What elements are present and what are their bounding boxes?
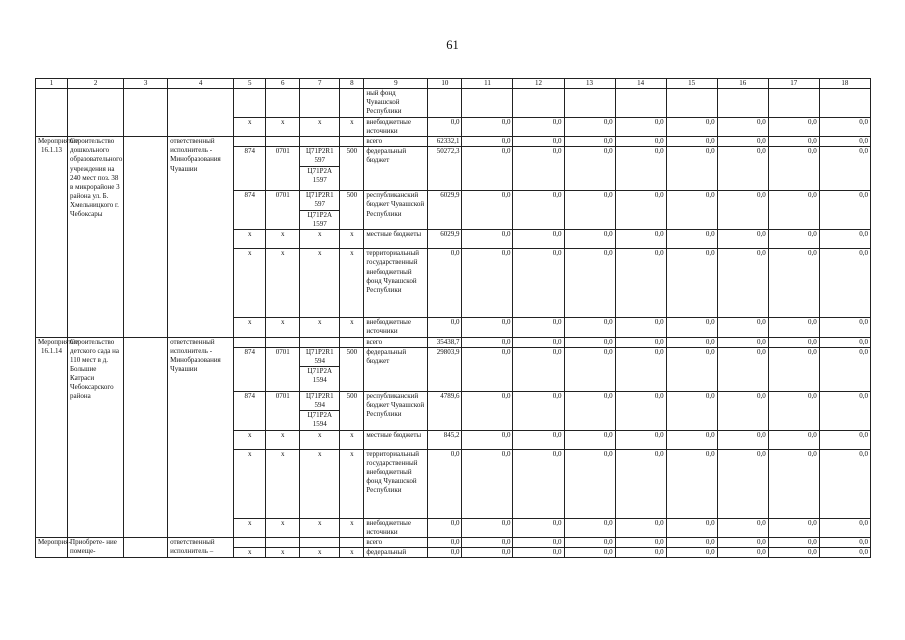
source-label-cell: местные бюджеты	[364, 230, 428, 249]
year-value-cell: 0,0	[819, 249, 870, 318]
year-value-cell: 0,0	[462, 547, 513, 557]
total-value-cell: 62332,1	[428, 137, 462, 147]
kcsr-code: Ц71Р2R1 597	[305, 147, 334, 165]
code-cell: х	[234, 118, 266, 137]
year-value-cell: 0,0	[768, 537, 819, 547]
source-label-cell: внебюджетные источники	[364, 518, 428, 537]
goal-cell	[124, 137, 168, 337]
year-value-cell: 0,0	[819, 147, 870, 191]
year-value-cell: 0,0	[615, 537, 666, 547]
total-value-cell: 35438,7	[428, 337, 462, 347]
year-value-cell: 0,0	[819, 430, 870, 449]
total-value-cell: 29803,9	[428, 347, 462, 391]
code-cell: х	[266, 547, 300, 557]
code-cell: х	[266, 118, 300, 137]
column-header-4: 4	[168, 79, 234, 89]
event-name-cell: Строительство дошкольного образовательного учреждения на 240 мест поз. 38 в микрорайоне 3 района ул. Б. Хмельницкого г. Чебоксары	[68, 137, 124, 337]
column-header-18: 18	[819, 79, 870, 89]
year-value-cell: 0,0	[462, 430, 513, 449]
column-header-15: 15	[666, 79, 717, 89]
column-header-1: 1	[36, 79, 68, 89]
source-label-cell: внебюджетные источники	[364, 318, 428, 337]
kcsr-code: Ц71Р2R1 594	[305, 347, 334, 365]
code-cell: х	[340, 249, 364, 318]
goal-cell	[124, 337, 168, 537]
year-value-cell: 0,0	[717, 318, 768, 337]
year-value-cell: 0,0	[768, 118, 819, 137]
year-value-cell: 0,0	[819, 137, 870, 147]
event-code-cell	[36, 89, 68, 137]
source-label-cell: внебюджетные источники	[364, 118, 428, 137]
year-value-cell: 0,0	[513, 337, 564, 347]
code-cell: х	[266, 449, 300, 518]
rzpr-cell: 0701	[266, 147, 300, 191]
column-header-3: 3	[124, 79, 168, 89]
year-value-cell: 0,0	[819, 518, 870, 537]
year-value-cell: 0,0	[615, 518, 666, 537]
year-value-cell: 0,0	[513, 118, 564, 137]
year-value-cell: 0,0	[717, 430, 768, 449]
year-value-cell: 0,0	[666, 337, 717, 347]
year-value-cell: 0,0	[717, 547, 768, 557]
year-value-cell: 0,0	[819, 449, 870, 518]
year-value-cell: 0,0	[513, 147, 564, 191]
year-value-cell: 0,0	[462, 518, 513, 537]
year-value-cell: 0,0	[768, 137, 819, 147]
year-value-cell: 0,0	[717, 347, 768, 391]
year-value-cell: 0,0	[513, 537, 564, 547]
year-value-cell: 0,0	[513, 318, 564, 337]
goal-cell	[124, 89, 168, 137]
code-cell: х	[340, 118, 364, 137]
year-value-cell: 0,0	[462, 449, 513, 518]
year-value-cell: 0,0	[717, 137, 768, 147]
year-value-cell: 0,0	[462, 347, 513, 391]
code-cell: х	[340, 430, 364, 449]
kcsr-cell	[300, 191, 340, 230]
code-cell: х	[340, 518, 364, 537]
kcsr-code: Ц71Р2R1 594	[305, 391, 334, 409]
year-value-cell: 0,0	[564, 391, 615, 430]
total-value-cell: 0,0	[428, 518, 462, 537]
source-label-cell: территориальный государственный внебюджетный фонд Чувашской Республики	[364, 249, 428, 318]
year-value-cell: 0,0	[819, 337, 870, 347]
total-value-cell: 0,0	[428, 537, 462, 547]
column-header-6: 6	[266, 79, 300, 89]
year-value-cell: 0,0	[768, 449, 819, 518]
year-value-cell: 0,0	[564, 537, 615, 547]
year-value-cell: 0,0	[666, 318, 717, 337]
value-cell	[717, 89, 768, 118]
column-header-8: 8	[340, 79, 364, 89]
code-cell	[266, 89, 300, 118]
column-header-9: 9	[364, 79, 428, 89]
year-value-cell: 0,0	[462, 118, 513, 137]
event-code-cell: Мероприятие 16.1.13	[36, 137, 68, 337]
column-header-13: 13	[564, 79, 615, 89]
column-number-row	[36, 79, 871, 89]
year-value-cell: 0,0	[819, 191, 870, 230]
year-value-cell: 0,0	[717, 249, 768, 318]
kcsr-code: Ц71Р2А 1594	[300, 366, 339, 385]
total-value-cell: 0,0	[428, 118, 462, 137]
kcsr-cell	[300, 147, 340, 191]
total-value-cell: 0,0	[428, 449, 462, 518]
year-value-cell: 0,0	[768, 191, 819, 230]
year-value-cell: 0,0	[615, 547, 666, 557]
year-value-cell: 0,0	[615, 249, 666, 318]
year-value-cell: 0,0	[768, 391, 819, 430]
year-value-cell: 0,0	[615, 391, 666, 430]
code-cell	[300, 89, 340, 118]
code-cell	[300, 537, 340, 547]
year-value-cell: 0,0	[513, 391, 564, 430]
value-cell	[768, 89, 819, 118]
code-cell: х	[340, 230, 364, 249]
value-cell	[819, 89, 870, 118]
column-header-16: 16	[717, 79, 768, 89]
year-value-cell: 0,0	[666, 537, 717, 547]
code-cell	[234, 337, 266, 347]
table-row	[36, 137, 871, 147]
code-cell: х	[300, 249, 340, 318]
rzpr-cell: 0701	[266, 191, 300, 230]
rzpr-cell: 0701	[266, 391, 300, 430]
year-value-cell: 0,0	[462, 137, 513, 147]
grbs-cell: 874	[234, 147, 266, 191]
year-value-cell: 0,0	[666, 391, 717, 430]
total-value-cell: 4789,6	[428, 391, 462, 430]
code-cell: х	[340, 547, 364, 557]
year-value-cell: 0,0	[819, 537, 870, 547]
code-cell	[340, 337, 364, 347]
source-label-cell: ный фонд Чувашской Республики	[364, 89, 428, 118]
code-cell	[300, 337, 340, 347]
code-cell	[340, 89, 364, 118]
year-value-cell: 0,0	[564, 137, 615, 147]
year-value-cell: 0,0	[564, 518, 615, 537]
year-value-cell: 0,0	[513, 347, 564, 391]
year-value-cell: 0,0	[513, 191, 564, 230]
year-value-cell: 0,0	[666, 449, 717, 518]
executor-cell: ответственный исполнитель - Минобразования Чувашии	[168, 137, 234, 337]
total-value-cell: 6029,9	[428, 191, 462, 230]
value-cell	[564, 89, 615, 118]
year-value-cell: 0,0	[717, 537, 768, 547]
code-cell	[266, 537, 300, 547]
year-value-cell: 0,0	[666, 518, 717, 537]
page-number: 61	[446, 38, 459, 52]
total-value-cell: 0,0	[428, 547, 462, 557]
kcsr-code: Ц71Р2R1 597	[305, 191, 334, 209]
year-value-cell: 0,0	[819, 391, 870, 430]
code-cell: х	[234, 518, 266, 537]
year-value-cell: 0,0	[462, 249, 513, 318]
value-cell	[615, 89, 666, 118]
year-value-cell: 0,0	[564, 347, 615, 391]
year-value-cell: 0,0	[513, 518, 564, 537]
year-value-cell: 0,0	[564, 191, 615, 230]
executor-cell: ответственный исполнитель –	[168, 537, 234, 557]
source-label-cell: федеральный бюджет	[364, 147, 428, 191]
year-value-cell: 0,0	[666, 230, 717, 249]
code-cell: х	[340, 318, 364, 337]
code-cell	[300, 137, 340, 147]
year-value-cell: 0,0	[615, 118, 666, 137]
year-value-cell: 0,0	[564, 249, 615, 318]
year-value-cell: 0,0	[513, 449, 564, 518]
source-label-cell: республиканский бюджет Чувашской Республики	[364, 391, 428, 430]
column-header-12: 12	[513, 79, 564, 89]
year-value-cell: 0,0	[819, 318, 870, 337]
code-cell	[340, 137, 364, 147]
kcsr-code: Ц71Р2А 1597	[300, 166, 339, 185]
year-value-cell: 0,0	[666, 547, 717, 557]
column-header-17: 17	[768, 79, 819, 89]
column-header-5: 5	[234, 79, 266, 89]
code-cell: х	[300, 118, 340, 137]
year-value-cell: 0,0	[768, 249, 819, 318]
year-value-cell: 0,0	[717, 449, 768, 518]
event-code-cell: Мероприя-	[36, 537, 68, 557]
kcsr-code: Ц71Р2А 1594	[300, 410, 339, 429]
year-value-cell: 0,0	[666, 347, 717, 391]
year-value-cell: 0,0	[513, 547, 564, 557]
year-value-cell: 0,0	[717, 337, 768, 347]
year-value-cell: 0,0	[462, 191, 513, 230]
year-value-cell: 0,0	[717, 518, 768, 537]
code-cell	[234, 537, 266, 547]
rzpr-cell: 0701	[266, 347, 300, 391]
year-value-cell: 0,0	[615, 137, 666, 147]
code-cell: х	[266, 518, 300, 537]
code-cell: х	[300, 430, 340, 449]
code-cell	[266, 337, 300, 347]
column-header-2: 2	[68, 79, 124, 89]
source-label-cell: всего	[364, 337, 428, 347]
year-value-cell: 0,0	[513, 249, 564, 318]
column-header-14: 14	[615, 79, 666, 89]
code-cell: х	[234, 547, 266, 557]
source-label-cell: территориальный государственный внебюджетный фонд Чувашской Республики	[364, 449, 428, 518]
year-value-cell: 0,0	[717, 118, 768, 137]
year-value-cell: 0,0	[666, 118, 717, 137]
code-cell: х	[300, 449, 340, 518]
year-value-cell: 0,0	[666, 249, 717, 318]
code-cell: х	[234, 318, 266, 337]
code-cell: х	[234, 430, 266, 449]
year-value-cell: 0,0	[564, 430, 615, 449]
year-value-cell: 0,0	[564, 337, 615, 347]
code-cell: х	[266, 249, 300, 318]
year-value-cell: 0,0	[819, 230, 870, 249]
code-cell: х	[266, 430, 300, 449]
source-label-cell: всего	[364, 137, 428, 147]
year-value-cell: 0,0	[666, 147, 717, 191]
year-value-cell: 0,0	[462, 337, 513, 347]
executor-cell	[168, 89, 234, 137]
year-value-cell: 0,0	[564, 318, 615, 337]
vr-cell: 500	[340, 191, 364, 230]
year-value-cell: 0,0	[564, 230, 615, 249]
year-value-cell: 0,0	[717, 230, 768, 249]
kcsr-code: Ц71Р2А 1597	[300, 210, 339, 229]
goal-cell	[124, 537, 168, 557]
year-value-cell: 0,0	[513, 430, 564, 449]
year-value-cell: 0,0	[666, 430, 717, 449]
year-value-cell: 0,0	[615, 337, 666, 347]
table-row	[36, 337, 871, 347]
year-value-cell: 0,0	[768, 337, 819, 347]
year-value-cell: 0,0	[615, 230, 666, 249]
event-name-cell: Приобрете- ние помеще-	[68, 537, 124, 557]
kcsr-cell	[300, 347, 340, 391]
code-cell: х	[234, 230, 266, 249]
year-value-cell: 0,0	[768, 318, 819, 337]
code-cell	[266, 137, 300, 147]
year-value-cell: 0,0	[513, 137, 564, 147]
code-cell: х	[300, 318, 340, 337]
column-header-7: 7	[300, 79, 340, 89]
code-cell: х	[234, 249, 266, 318]
year-value-cell: 0,0	[819, 347, 870, 391]
year-value-cell: 0,0	[615, 430, 666, 449]
year-value-cell: 0,0	[462, 230, 513, 249]
year-value-cell: 0,0	[615, 347, 666, 391]
source-label-cell: всего	[364, 537, 428, 547]
year-value-cell: 0,0	[462, 391, 513, 430]
code-cell: х	[234, 449, 266, 518]
year-value-cell: 0,0	[717, 191, 768, 230]
year-value-cell: 0,0	[666, 191, 717, 230]
code-cell	[340, 537, 364, 547]
source-label-cell: федеральный	[364, 547, 428, 557]
value-cell	[428, 89, 462, 118]
year-value-cell: 0,0	[768, 547, 819, 557]
total-value-cell: 50272,3	[428, 147, 462, 191]
total-value-cell: 0,0	[428, 318, 462, 337]
event-name-cell	[68, 89, 124, 137]
event-code-cell: Мероприятие 16.1.14	[36, 337, 68, 537]
grbs-cell: 874	[234, 191, 266, 230]
year-value-cell: 0,0	[666, 137, 717, 147]
value-cell	[462, 89, 513, 118]
kcsr-cell	[300, 391, 340, 430]
year-value-cell: 0,0	[564, 449, 615, 518]
year-value-cell: 0,0	[717, 391, 768, 430]
year-value-cell: 0,0	[819, 118, 870, 137]
grbs-cell: 874	[234, 347, 266, 391]
event-name-cell: Строительство детского сада на 110 мест в д. Большие Катраси Чебоксарского района	[68, 337, 124, 537]
value-cell	[513, 89, 564, 118]
year-value-cell: 0,0	[768, 147, 819, 191]
table-body	[36, 79, 871, 558]
year-value-cell: 0,0	[615, 147, 666, 191]
grbs-cell: 874	[234, 391, 266, 430]
year-value-cell: 0,0	[615, 191, 666, 230]
year-value-cell: 0,0	[768, 230, 819, 249]
year-value-cell: 0,0	[564, 118, 615, 137]
total-value-cell: 845,2	[428, 430, 462, 449]
year-value-cell: 0,0	[462, 537, 513, 547]
code-cell: х	[266, 230, 300, 249]
source-label-cell: республиканский бюджет Чувашской Республики	[364, 191, 428, 230]
total-value-cell: 6029,9	[428, 230, 462, 249]
code-cell: х	[300, 230, 340, 249]
year-value-cell: 0,0	[462, 147, 513, 191]
vr-cell: 500	[340, 391, 364, 430]
source-label-cell: федеральный бюджет	[364, 347, 428, 391]
code-cell	[234, 137, 266, 147]
total-value-cell: 0,0	[428, 249, 462, 318]
budget-table	[35, 78, 871, 558]
column-header-11: 11	[462, 79, 513, 89]
table-row	[36, 89, 871, 118]
year-value-cell: 0,0	[462, 318, 513, 337]
year-value-cell: 0,0	[768, 347, 819, 391]
year-value-cell: 0,0	[564, 147, 615, 191]
vr-cell: 500	[340, 347, 364, 391]
year-value-cell: 0,0	[615, 449, 666, 518]
table-row	[36, 537, 871, 547]
column-header-10: 10	[428, 79, 462, 89]
year-value-cell: 0,0	[513, 230, 564, 249]
code-cell: х	[266, 318, 300, 337]
executor-cell: ответственный исполнитель - Минобразования Чувашии	[168, 337, 234, 537]
code-cell: х	[300, 518, 340, 537]
year-value-cell: 0,0	[717, 147, 768, 191]
year-value-cell: 0,0	[564, 547, 615, 557]
year-value-cell: 0,0	[768, 430, 819, 449]
year-value-cell: 0,0	[615, 318, 666, 337]
source-label-cell: местные бюджеты	[364, 430, 428, 449]
year-value-cell: 0,0	[819, 547, 870, 557]
code-cell: х	[300, 547, 340, 557]
code-cell: х	[340, 449, 364, 518]
year-value-cell: 0,0	[768, 518, 819, 537]
code-cell	[234, 89, 266, 118]
value-cell	[666, 89, 717, 118]
vr-cell: 500	[340, 147, 364, 191]
